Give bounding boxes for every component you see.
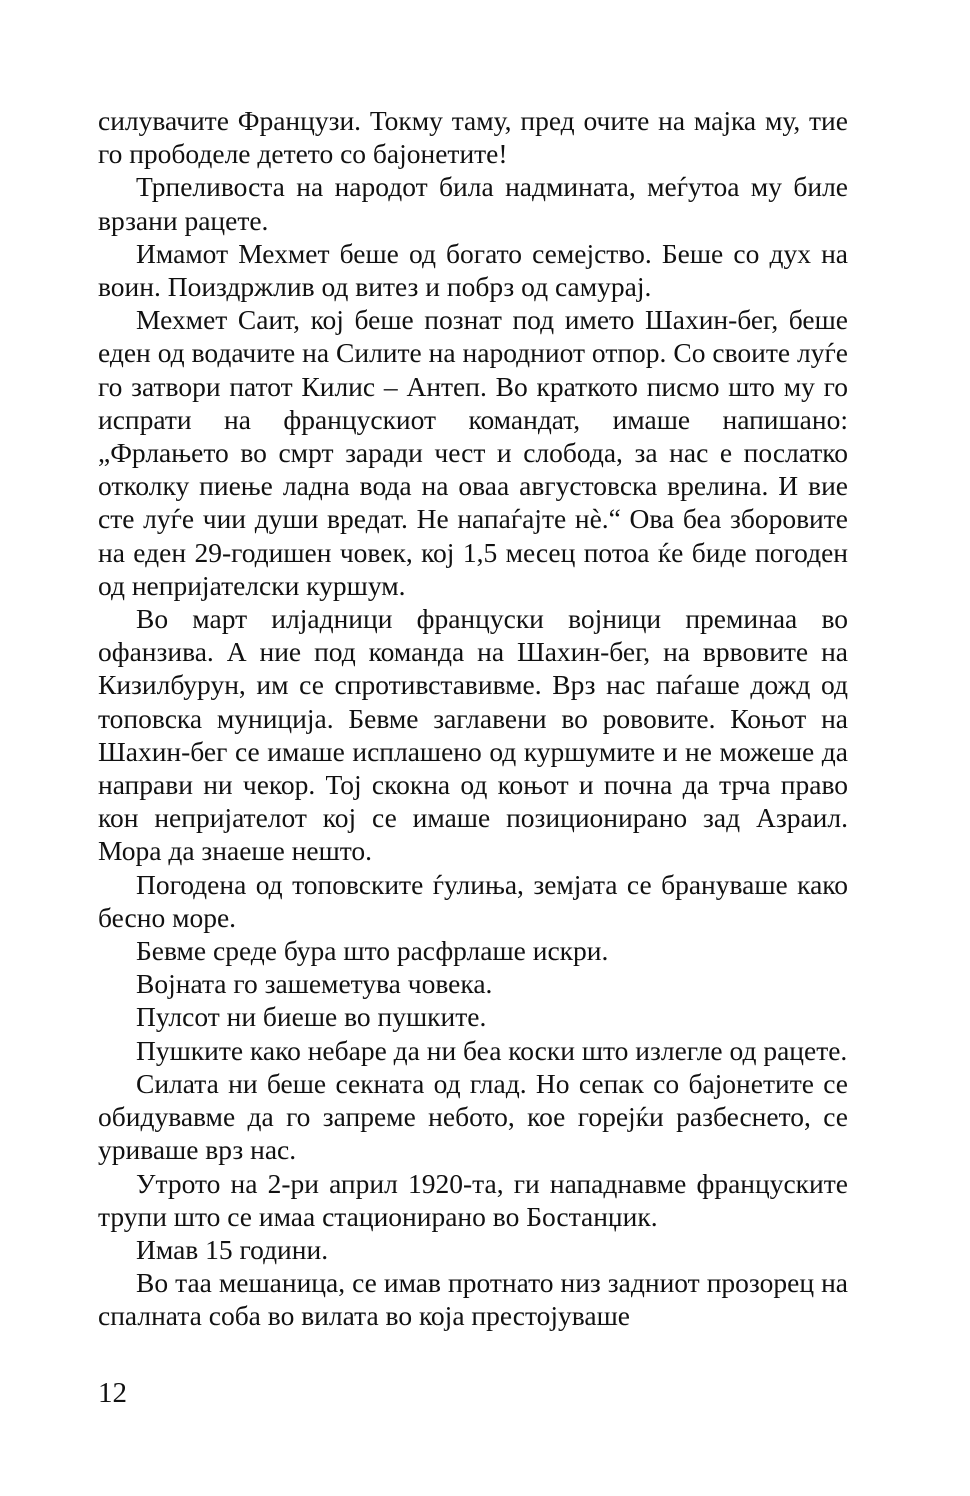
paragraph: Во март илјадници француски војници преминаа во офанзива. А ние под команда на Шахин-бег, на врвовите на Кизилбурун, им се спротивставивме. Врз нас паѓаше дожд од топовска муниција. Бевме заглавени во рововите. Коњот на Шахин-бег се имаше исплашено од куршумите и не можеше да направи ни чекор. Тој скокна од коњот и почна да трча право кон непријателот кој се имаше позиционирано зад Азраил. Мора да знаеше нешто.: [98, 603, 848, 867]
paragraph: Погодена од топовските ѓулиња, земјата се брануваше како бесно море.: [98, 868, 848, 933]
paragraph: Пулсот ни биеше во пушките.: [136, 1001, 487, 1033]
paragraph: Утрото на 2-ри април 1920-та, ги нападнавме француските трупи што се имаа стационирано во Бостанџик.: [98, 1167, 848, 1232]
paragraph: Имав 15 години.: [136, 1233, 329, 1265]
page-number: 12: [98, 1377, 127, 1409]
paragraph: Имамот Мехмет беше од богато семејство. Беше со дух на воин. Поиздржлив од витез и побрз од самурај.: [98, 237, 848, 303]
paragraph: Пушките како небаре да ни беа коски што излегле од рацете.: [136, 1034, 848, 1066]
paragraph: Трпеливоста на народот била надмината, меѓутоа му биле врзани рацете.: [98, 171, 848, 236]
paragraph: Силата ни беше секната од глад. Но сепак со бајонетите се обидувавме да го запреме небото, кое горејќи разбеснето, се уриваше врз нас.: [98, 1067, 848, 1166]
paragraph: Во таа мешаница, се имав протнато низ задниот прозорец на спалната соба во вилата во која престојуваше: [98, 1267, 848, 1332]
paragraph: Мехмет Саит, кој беше познат под името Шахин-бег, беше еден од водачите на Силите на народниот отпор. Со своите луѓе го затвори патот Килис – Антеп. Во краткото писмо што му го испрати на францускиот командат, имаше напишано: „Фрлањето во смрт заради чест и слобода, за нас е послатко отколку пиење ладна вода на оваа августовска врелина. И вие сте луѓе чии души вредат. Не напаѓајте нѐ.“ Ова беа зборовите на еден 29-годишен човек, кој 1,5 месец потоа ќе биде погоден од непријателски куршум.: [98, 304, 848, 601]
paragraph: силувачите Французи. Токму таму, пред очите на мајка му, тие го прободеле детето со бајонетите!: [98, 105, 848, 170]
paragraph: Војната го зашеметува човека.: [136, 968, 493, 1000]
paragraph: Бевме среде бура што расфрлаше искри.: [136, 935, 609, 967]
page-body: [98, 104, 848, 1333]
